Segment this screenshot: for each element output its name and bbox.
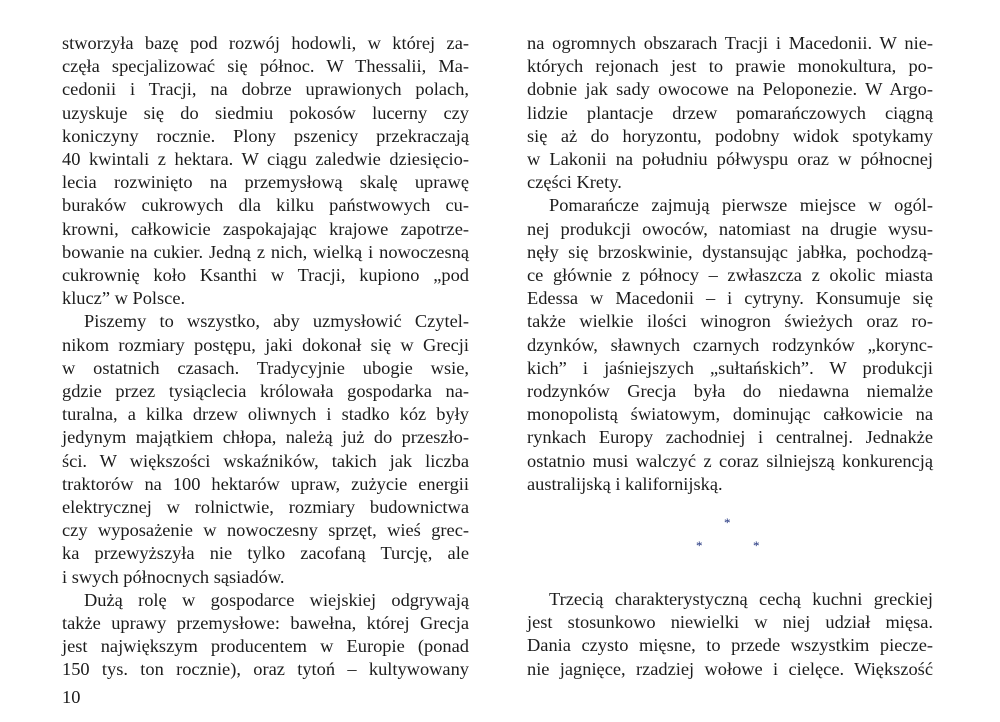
text-line: cedonii i Tracji, na dobrze uprawionych polach, <box>62 79 469 100</box>
text-line: w ostatnich czasach. Tradycyjnie ubogie wsie, <box>62 357 469 378</box>
text-line: lecia rozwinięto na przemysłową skalę uprawę <box>62 172 469 193</box>
star-icon: * <box>753 538 760 554</box>
text-line: częła specjalizować się północ. W Thessalii, Ma- <box>62 56 469 77</box>
text-line: stworzyła bazę pod rozwój hodowli, w której za- <box>62 33 469 53</box>
text-line: elektrycznej w rolnictwie, rozmiary budownictwa <box>62 497 469 518</box>
text-line: Pomarańcze zajmują pierwsze miejsce w ogól- <box>549 195 933 216</box>
text-line: rynkach Europy zachodniej i centralnej. Jednakże <box>527 427 933 448</box>
text-line: których rejonach jest to prawie monokultura, po- <box>527 56 933 77</box>
text-line: turalna, a kilka drzew oliwnych i stadko kóz były <box>62 404 469 425</box>
text-line: się aż do horyzontu, podobny widok spotykamy <box>527 125 933 146</box>
text-line: Dania czysto mięsne, to przede wszystkim piecze- <box>527 635 933 656</box>
text-line: dobnie jak sady owocowe na Peloponezie. W Argo- <box>527 79 933 100</box>
text-line: kich” i jaśniejszych „sułtańskich”. W produkcji <box>527 357 933 378</box>
star-icon: * <box>696 538 703 554</box>
text-line: nikom rozmiary postępu, jaki dokonał się w Grecji <box>62 334 469 355</box>
text-line: traktorów na 100 hektarów upraw, zużycie energii <box>62 473 469 494</box>
text-line: buraków cukrowych dla kilku państwowych cu- <box>62 195 469 216</box>
text-line: klucz” w Polsce. <box>62 288 186 309</box>
star-icon: * <box>724 515 731 531</box>
text-line: uzyskuje się do siedmiu pokosów lucerny czy <box>62 102 469 123</box>
right-column <box>527 32 933 681</box>
text-line: nęły się brzoskwinie, dystansując jabłka, pochodzą- <box>527 241 933 262</box>
text-line: w Lakonii na południu półwyspu oraz w północnej <box>527 149 933 170</box>
text-line: jest stosunkowo niewielki w niej udział mięsa. <box>527 612 933 633</box>
text-line: czy wyposażenie w nowoczesny sprzęt, wieś grec- <box>62 520 469 541</box>
text-line: jedynym majątkiem chłopa, należą już do przeszło- <box>62 427 469 448</box>
text-line: dzynków, sławnych czarnych rodzynków „korync- <box>527 334 933 355</box>
text-line: ści. W większości wskaźników, takich jak liczba <box>62 450 469 471</box>
text-line: koniczyny rocznie. Plony pszenicy przekraczają <box>62 125 469 146</box>
section-separator <box>527 496 933 588</box>
text-line: lidzie plantacje drzew pomarańczowych ciągną <box>527 102 933 123</box>
text-line: Edessa w Macedonii – i cytryny. Konsumuje się <box>527 288 933 309</box>
text-line: monopolistą światowym, dominując całkowicie na <box>527 404 933 425</box>
text-line: krowni, całkowicie zaspokajając krajowe zapotrze- <box>62 218 469 239</box>
page-number: 10 <box>62 687 81 707</box>
text-line: części Krety. <box>527 172 622 193</box>
text-line: gdzie przez tysiąclecia królowała gospodarka na- <box>62 381 469 402</box>
text-line: 40 kwintali z hektara. W ciągu zaledwie dziesięcio- <box>62 149 469 170</box>
text-line: nie jagnięce, rzadziej wołowe i cielęce. Większość <box>527 658 933 679</box>
text-line: i swych północnych sąsiadów. <box>62 566 285 587</box>
text-line: australijską i kalifornijską. <box>527 473 723 494</box>
text-line: bowanie na cukier. Jedną z nich, wielką i nowoczesną <box>62 241 469 262</box>
text-line: nej produkcji owoców, natomiast na drugie wysu- <box>527 218 933 239</box>
text-line: Trzecią charakterystyczną cechą kuchni greckiej <box>549 589 933 610</box>
text-line: rodzynków Grecja była do niedawna niemalże <box>527 381 933 402</box>
text-line: cukrownię koło Ksanthi w Tracji, kupiono „pod <box>62 265 469 286</box>
text-line: na ogromnych obszarach Tracji i Macedonii. W nie- <box>527 33 933 53</box>
text-line: ostatnio musi walczyć z coraz silniejszą konkurencją <box>527 450 933 471</box>
text-line: jest największym producentem w Europie (ponad <box>62 636 469 657</box>
text-line: także uprawy przemysłowe: bawełna, której Grecja <box>62 613 469 634</box>
text-line: także wielkie ilości winogron świeżych oraz ro- <box>527 311 933 332</box>
left-column <box>62 32 469 682</box>
text-line: Dużą rolę w gospodarce wiejskiej odgrywają <box>84 589 469 610</box>
text-line: Piszemy to wszystko, aby uzmysłowić Czytel- <box>84 311 469 332</box>
text-line: ce głównie z północy – zwłaszcza z okolic miasta <box>527 265 933 286</box>
text-line: 150 tys. ton rocznie), oraz tytoń – kultywowany <box>62 659 469 680</box>
text-line: ka przewyższyła nie tylko zacofaną Turcję, ale <box>62 543 469 564</box>
